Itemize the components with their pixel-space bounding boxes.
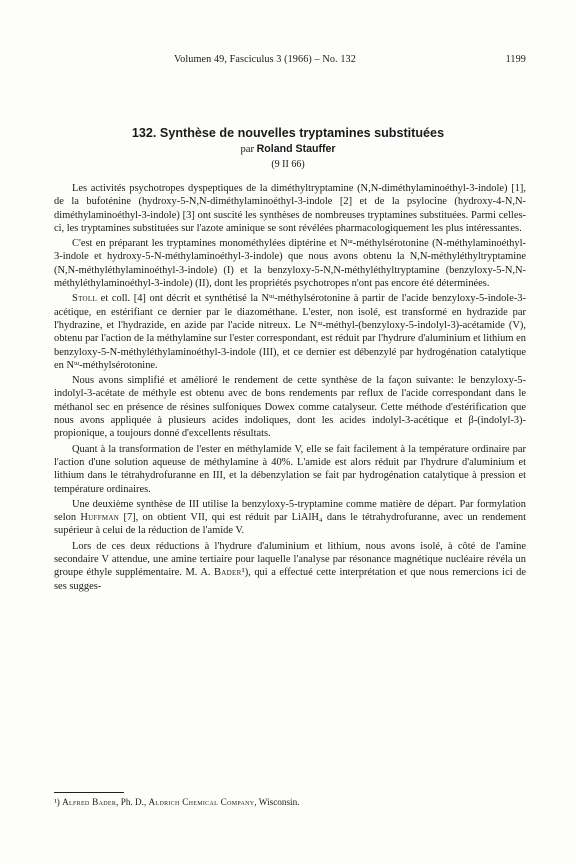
paragraph-7 <box>54 540 526 593</box>
paragraph-3 <box>54 292 526 372</box>
paragraph-6-text-a: Une deuxième synthèse de III utilise la benzyloxy-5-tryptamine comme matière de départ. Par formylation selon <box>54 498 526 524</box>
journal-citation: Volumen 49, Fasciculus 3 (1966) – No. 132 <box>174 54 356 65</box>
paragraph-7-text-a: Lors de ces deux réductions à l'hydrure d'aluminium et lithium, nous avons isolé, à côté de l'amine secondaire V attendue, une amine tertiaire pour laquelle l'analyse par résonance magnétique nucléaire révéla un groupe éthyle supplémentaire. M. A. <box>54 540 526 579</box>
paragraph-7-text-b: , qui a effectué cette interprétation et que nous remercions ici de ses sugges- <box>54 567 526 592</box>
footnote-sep-2: , Wisconsin. <box>254 797 300 807</box>
author-name: Roland Stauffer <box>256 143 336 155</box>
footnote-sep-1: , Ph. D., <box>116 797 149 807</box>
footnote <box>54 797 526 807</box>
paragraph-6 <box>54 498 526 538</box>
paragraph-4: Nous avons simplifié et amélioré le rendement de cette synthèse de la façon suivante: le benzyloxy-5-indolyl-3-acétate de méthyle est obtenu avec de bons rendements par reflux de l'acide correspondant dans le méthanol sec en présence de résines sulfoniques Dowex comme catalyseur. Cette méthode d'estérification que nous avons appliquée à plusieurs acides indoliques, dont les acides indolyl-3-acétique et β-(indolyl-3)-propionique, a toujours donné d'excellents résultats. <box>54 375 526 440</box>
footnote-divider <box>54 792 124 793</box>
page-number: 1199 <box>505 54 526 65</box>
article-title: 132. Synthèse de nouvelles tryptamines substituées <box>131 126 445 140</box>
paragraph-5: Quant à la transformation de l'ester en méthylamide V, elle se fait facilement à la température ordinaire par l'action d'une solution aqueuse de méthylamine à 40%. L'amide est alors réduit par l'hydrure d'aluminium et lithium dans le tétrahydrofuranne en III, et la débenzylation se fait par hydrogénation catalytique à pression et température ordinaires. <box>54 443 526 495</box>
cited-author-huffman: Huffman <box>80 512 120 524</box>
footnote-marker: ¹) <box>54 797 60 807</box>
footnote-reference: ¹) <box>241 567 249 579</box>
received-date: (9 II 66) <box>271 159 305 170</box>
paragraph-2: C'est en préparant les tryptamines monométhylées diptérine et Nᵚ-méthylsérotonine (N-méthylaminoéthyl-3-indole et hydroxy-5-N-méthylaminoéthyl-3-indole) que nous avons obtenu la N,N-méthyléthyltryptamine (N,N-méthyléthylaminoéthyl-3-indole) (I) et la benzyloxy-5-N,N-méthyléthyltryptamine (benzyloxy-5-N,N-méthyléthylaminoéthyl-3-indole) (II), dont les propriétés psychotropes n'ont pas encore été déterminées. <box>54 238 526 290</box>
byline <box>0 143 576 155</box>
footnote-name: Alfred Bader <box>62 797 117 807</box>
footnote-company: Aldrich Chemical Company <box>148 797 255 807</box>
paragraph-3-text: et coll. [4] ont décrit et synthétisé la Nᵚ-méthylsérotonine à partir de l'acide benzyloxy-5-indole-3-acétique, en estérifiant ce dernier par le diazométhane. L'ester, non isolé, est transformé en hydrazide par l'hydrazine, et l'hydrazide, en azide par l'acide nitreux. Le Nᵚ-méthyl-(benzyloxy-5-indolyl-3)-acétamide (V), obtenu par l'action de la méthylamine sur l'ester correspondant, est réduit par l'hydrure d'aluminium et lithium en benzyloxy-5-N-méthyléthylaminoéthyl-3-indole (III), et ce dernier est débenzylé par hydrogénation catalytique en Nᵚ-méthylsérotonine. <box>54 293 526 371</box>
paragraph-1: Les activités psychotropes dyspeptiques de la diméthyltryptamine (N,N-diméthylaminoéthyl-3-indole) [1], de la bufoténine (hydroxy-5-N,N-diméthylaminoéthyl-3-indole [2] et de la psylocine (hydroxy-4-N,N-diméthylaminoéthyl-3-indole) [3] ont suscité les synthèses de nombreuses tryptamines substituées. Parmi celles-ci, les tryptamines substituées sur l'azote aminique se sont révélées pharmacologiquement les plus intéressantes. <box>54 183 526 234</box>
article-body <box>54 182 526 595</box>
cited-author-stoll: Stoll <box>72 293 98 305</box>
cited-author-bader: Bader <box>214 567 242 579</box>
paragraph-6-text-b: [7], on obtient VII, qui est réduit par LiAlH₄ dans le tétrahydrofuranne, avec un rendement supérieur à celui de la réduction de l'amide V. <box>54 512 526 537</box>
byline-by: par <box>240 144 254 155</box>
